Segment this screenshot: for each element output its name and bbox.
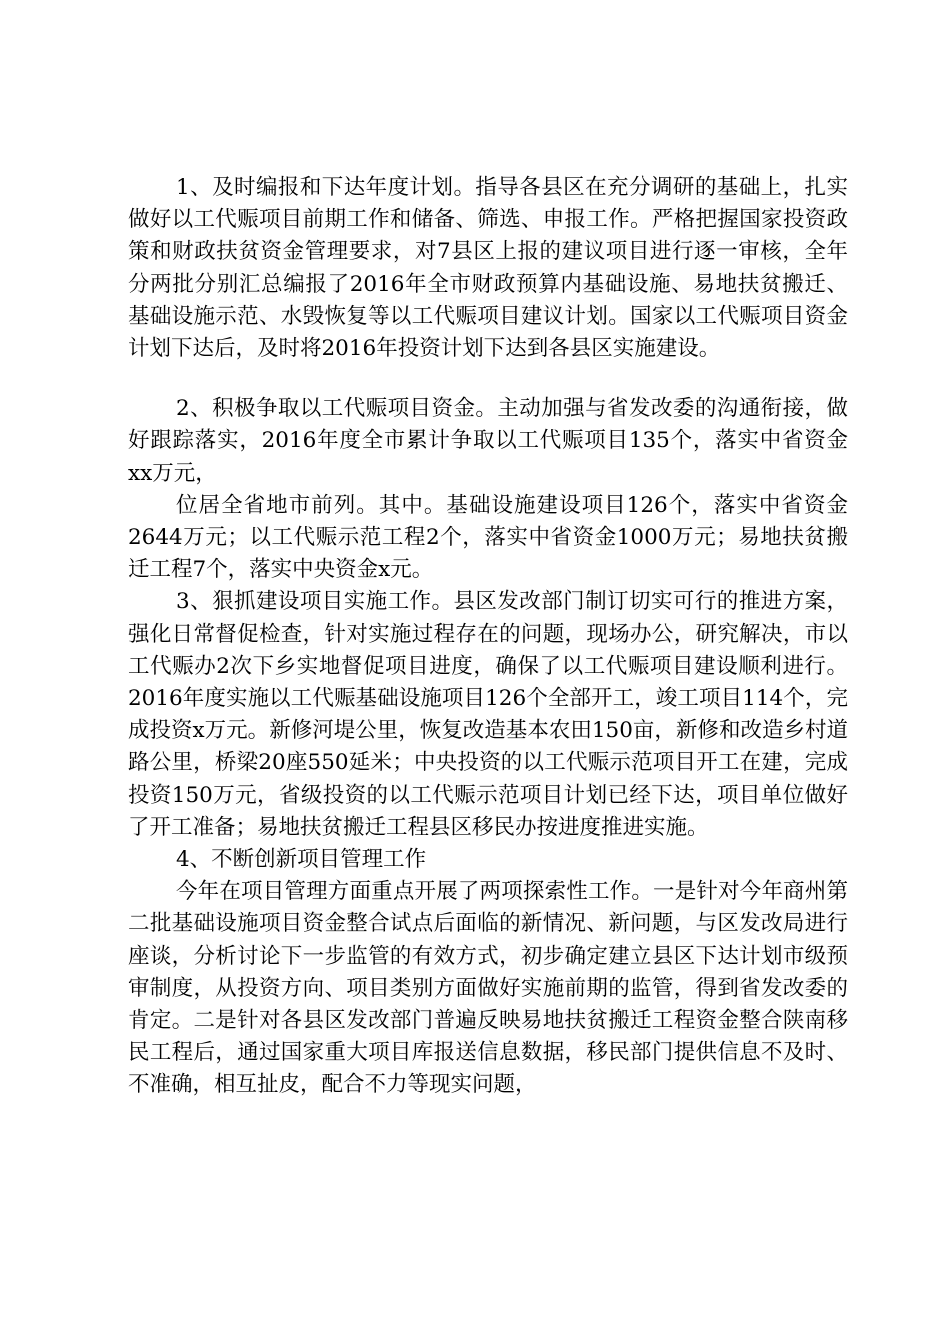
paragraph-3: 位居全省地市前列。其中。基础设施建设项目126个，落实中省资金2644万元；以工代赈示范工程2个，落实中省资金1000万元；易地扶贫搬迁工程7个，落实中央资金x元。 (128, 492, 848, 583)
document-page (128, 172, 848, 1102)
paragraph-5-heading: 4、不断创新项目管理工作 (176, 847, 427, 873)
paragraph-4: 3、狠抓建设项目实施工作。县区发改部门制订切实可行的推进方案，强化日常督促检查，针对实施过程存在的问题，现场办公，研究解决，市以工代赈办2次下乡实地督促项目进度，确保了以工代赈项目建设顺利进行。2016年度实施以工代赈基础设施项目126个全部开工，竣工项目114个，完成投资x万元。新修河堤公里，恢复改造基本农田150亩，新修和改造乡村道路公里，桥梁20座550延米；中央投资的以工代赈示范项目开工在建，完成投资150万元，省级投资的以工代赈示范项目计划已经下达，项目单位做好了开工准备；易地扶贫搬迁工程县区移民办按进度推进实施。 (128, 589, 848, 840)
paragraph-6: 今年在项目管理方面重点开展了两项探索性工作。一是针对今年商州第二批基础设施项目资金整合试点后面临的新情况、新问题，与区发改局进行座谈，分析讨论下一步监管的有效方式，初步确定建立县区下达计划市级预审制度，从投资方向、项目类别方面做好实施前期的监管，得到省发改委的肯定。二是针对各县区发改部门普遍反映易地扶贫搬迁工程资金整合陕南移民工程后，通过国家重大项目库报送信息数据，移民部门提供信息不及时、不准确，相互扯皮，配合不力等现实问题， (128, 879, 848, 1098)
paragraph-1: 1、及时编报和下达年度计划。指导各县区在充分调研的基础上，扎实做好以工代赈项目前期工作和储备、筛选、申报工作。严格把握国家投资政策和财政扶贫资金管理要求，对7县区上报的建议项目进行逐一审核，全年分两批分别汇总编报了2016年全市财政预算内基础设施、易地扶贫搬迁、基础设施示范、水毁恢复等以工代赈项目建议计划。国家以工代赈项目资金计划下达后，及时将2016年投资计划下达到各县区实施建设。 (128, 175, 848, 362)
paragraph-2: 2、积极争取以工代赈项目资金。主动加强与省发改委的沟通衔接，做好跟踪落实，2016年度全市累计争取以工代赈项目135个，落实中省资金xx万元， (128, 396, 848, 486)
